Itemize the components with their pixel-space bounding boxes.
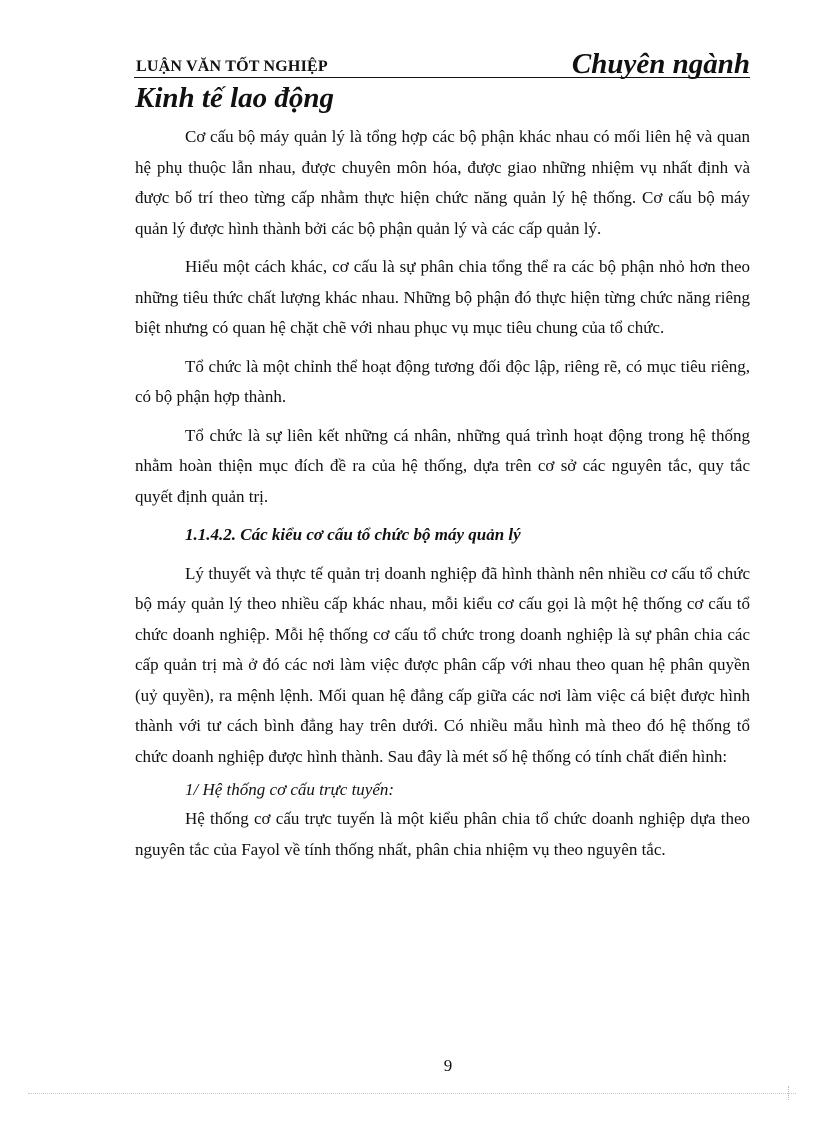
subsection-heading: 1/ Hệ thống cơ cấu trực tuyến: bbox=[185, 780, 395, 799]
paragraph-2: Hiểu một cách khác, cơ cấu là sự phân chia tổng thể ra các bộ phận nhỏ hơn theo những tiêu thức chất lượng khác nhau. Những bộ phận đó thực hiện từng chức năng riêng biệt nhưng có quan hệ chặt chẽ với nhau phục vụ mục tiêu chung của tổ chức. bbox=[135, 257, 750, 337]
header-rule bbox=[134, 77, 750, 78]
specialty-label: Chuyên ngành bbox=[571, 48, 750, 80]
paragraph-5: Lý thuyết và thực tế quản trị doanh nghiệp đã hình thành nên nhiều cơ cấu tổ chức bộ máy quản lý theo nhiều cấp khác nhau, mỗi kiểu cơ cấu gọi là một hệ thống cơ cấu tổ chức doanh nghiệp. Mỗi hệ thống cơ cấu tổ chức trong doanh nghiệp là sự phân chia các cấp quản trị mà ở đó các nơi làm việc được phân cấp với nhau theo quan hệ phân quyền (uỷ quyền), ra mệnh lệnh. Mối quan hệ đẳng cấp giữa các nơi làm việc cá biệt được hình thành với tư cách bình đẳng hay trên dưới. Có nhiều mẫu hình mà theo đó hệ thống tổ chức doanh nghiệp được hình thành. Sau đây là mét số hệ thống có tính chất điển hình: bbox=[135, 563, 750, 766]
paragraph-3: Tổ chức là một chỉnh thể hoạt động tương đối độc lập, riêng rẽ, có mục tiêu riêng, có bộ phận hợp thành. bbox=[135, 356, 750, 406]
page-body bbox=[135, 122, 750, 873]
specialty-name: Kinh tế lao động bbox=[135, 82, 335, 114]
paragraph-6: Hệ thống cơ cấu trực tuyến là một kiểu phân chia tổ chức doanh nghiệp dựa theo nguyên tắc của Fayol về tính thống nhất, phân chia nhiệm vụ theo nguyên tắc. bbox=[135, 809, 750, 859]
paragraph-4: Tổ chức là sự liên kết những cá nhân, những quá trình hoạt động trong hệ thống nhằm hoàn thiện mục đích đề ra của hệ thống, dựa trên cơ sở các nguyên tắc, quy tắc quyết định quản trị. bbox=[135, 425, 750, 506]
footer-dotted-rule bbox=[28, 1093, 796, 1094]
page-number: 9 bbox=[443, 1056, 453, 1075]
footer-corner-mark bbox=[788, 1086, 789, 1100]
thesis-title: LUẬN VĂN TỐT NGHIỆP bbox=[136, 58, 328, 75]
paragraph-1: Cơ cấu bộ máy quản lý là tổng hợp các bộ phận khác nhau có mối liên hệ và quan hệ phụ thuộc lẫn nhau, được chuyên môn hóa, được giao những nhiệm vụ nhất định và được bố trí theo từng cấp nhằm thực hiện chức năng quản lý hệ thống. Cơ cấu bộ máy quản lý được hình thành bởi các bộ phận quản lý và các cấp quản lý. bbox=[135, 127, 750, 238]
section-heading: 1.1.4.2. Các kiểu cơ cấu tổ chức bộ máy quản lý bbox=[185, 525, 521, 544]
